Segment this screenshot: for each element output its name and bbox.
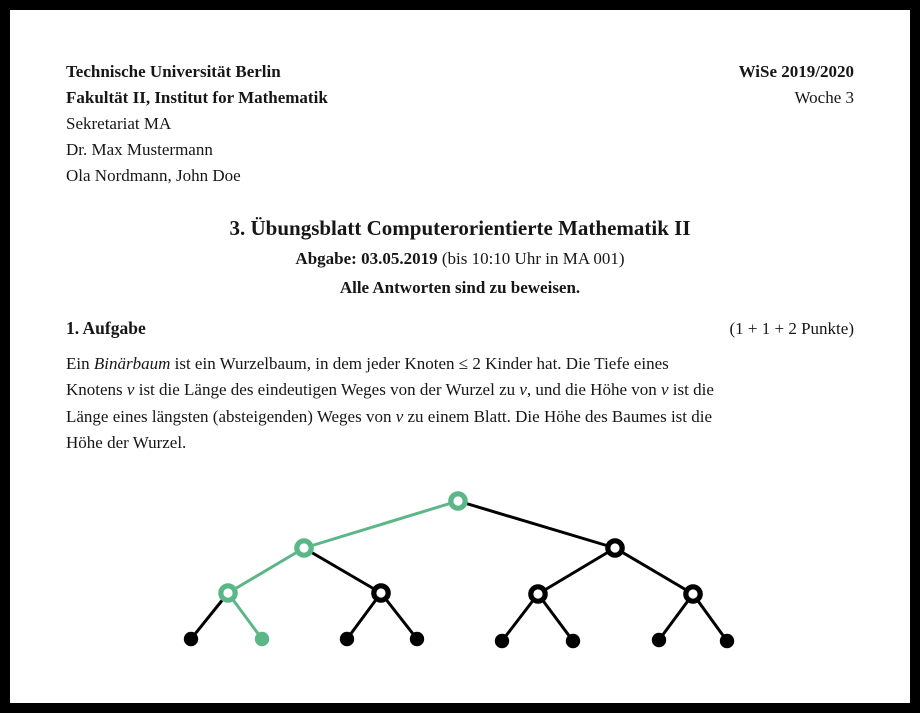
secretariat: Sekretariat MA bbox=[66, 114, 172, 133]
paragraph-line-1: Ein Binärbaum ist ein Wurzelbaum, in dem jeder Knoten ≤ 2 Kinder hat. Die Tiefe eines bbox=[66, 354, 669, 373]
due-date-bold: Abgabe: 03.05.2019 bbox=[295, 249, 438, 268]
tree-node-LLR bbox=[255, 631, 269, 645]
tree-edge-L-LL bbox=[228, 548, 304, 593]
tree-node-RLR bbox=[566, 633, 580, 647]
tree-node-LR bbox=[374, 585, 388, 599]
tree-node-LRL bbox=[340, 631, 354, 645]
task-points: (1 + 1 + 2 Punkte) bbox=[729, 319, 854, 338]
tree-edge-L-LR bbox=[304, 548, 381, 593]
binary-tree-svg bbox=[168, 483, 752, 655]
faculty-name: Fakultät II, Institut for Mathematik bbox=[66, 88, 328, 107]
task-paragraph bbox=[66, 351, 854, 457]
tree-node-RRR bbox=[720, 633, 734, 647]
tree-edge-root-L bbox=[304, 501, 458, 548]
tree-node-LRR bbox=[410, 631, 424, 645]
italic-term-binärbaum: Binärbaum bbox=[93, 354, 171, 373]
task-heading-row bbox=[66, 318, 854, 339]
assistant-names: Ola Nordmann, John Doe bbox=[66, 166, 241, 185]
tree-edge-R-RL bbox=[538, 548, 615, 594]
header-right-block bbox=[739, 59, 854, 189]
due-date-line bbox=[66, 245, 854, 272]
tree-node-RLL bbox=[495, 633, 509, 647]
document-page bbox=[10, 10, 910, 703]
italic-var-v: v bbox=[395, 406, 404, 426]
tree-node-LLL bbox=[184, 631, 198, 645]
university-name: Technische Universität Berlin bbox=[66, 62, 281, 81]
tree-node-R bbox=[608, 540, 622, 554]
tree-node-root bbox=[451, 493, 465, 507]
italic-var-v: v bbox=[126, 380, 135, 400]
paragraph-line-2: Knotens v ist die Länge des eindeutigen Weges von der Wurzel zu v, und die Höhe von v ist die bbox=[66, 380, 714, 400]
proof-note: Alle Antworten sind zu beweisen. bbox=[339, 278, 581, 297]
document-title: 3. Übungsblatt Computerorientierte Mathematik II bbox=[229, 216, 691, 240]
tree-node-RL bbox=[531, 586, 545, 600]
tree-edge-R-RR bbox=[615, 548, 693, 594]
document-header bbox=[66, 59, 854, 189]
tree-node-RR bbox=[686, 586, 700, 600]
italic-var-v: v bbox=[519, 380, 527, 400]
tree-node-L bbox=[297, 540, 311, 554]
tree-node-LL bbox=[221, 585, 235, 599]
header-left-block bbox=[66, 59, 328, 189]
binary-tree-figure bbox=[66, 483, 854, 660]
due-date-details: (bis 10:10 Uhr in MA 001) bbox=[437, 249, 625, 268]
tree-edge-root-R bbox=[458, 501, 615, 548]
title-block bbox=[66, 214, 854, 301]
italic-var-v: v bbox=[661, 380, 669, 400]
week-label: Woche 3 bbox=[794, 88, 854, 107]
paragraph-line-4: Höhe der Wurzel. bbox=[66, 433, 187, 453]
lecturer-name: Dr. Max Mustermann bbox=[66, 140, 213, 159]
paragraph-line-3: Länge eines längsten (absteigenden) Weges von v zu einem Blatt. Die Höhe des Baumes ist die bbox=[66, 406, 713, 426]
tree-node-RRL bbox=[652, 632, 666, 646]
semester-label: WiSe 2019/2020 bbox=[738, 62, 854, 81]
task-label: 1. Aufgabe bbox=[66, 318, 146, 338]
